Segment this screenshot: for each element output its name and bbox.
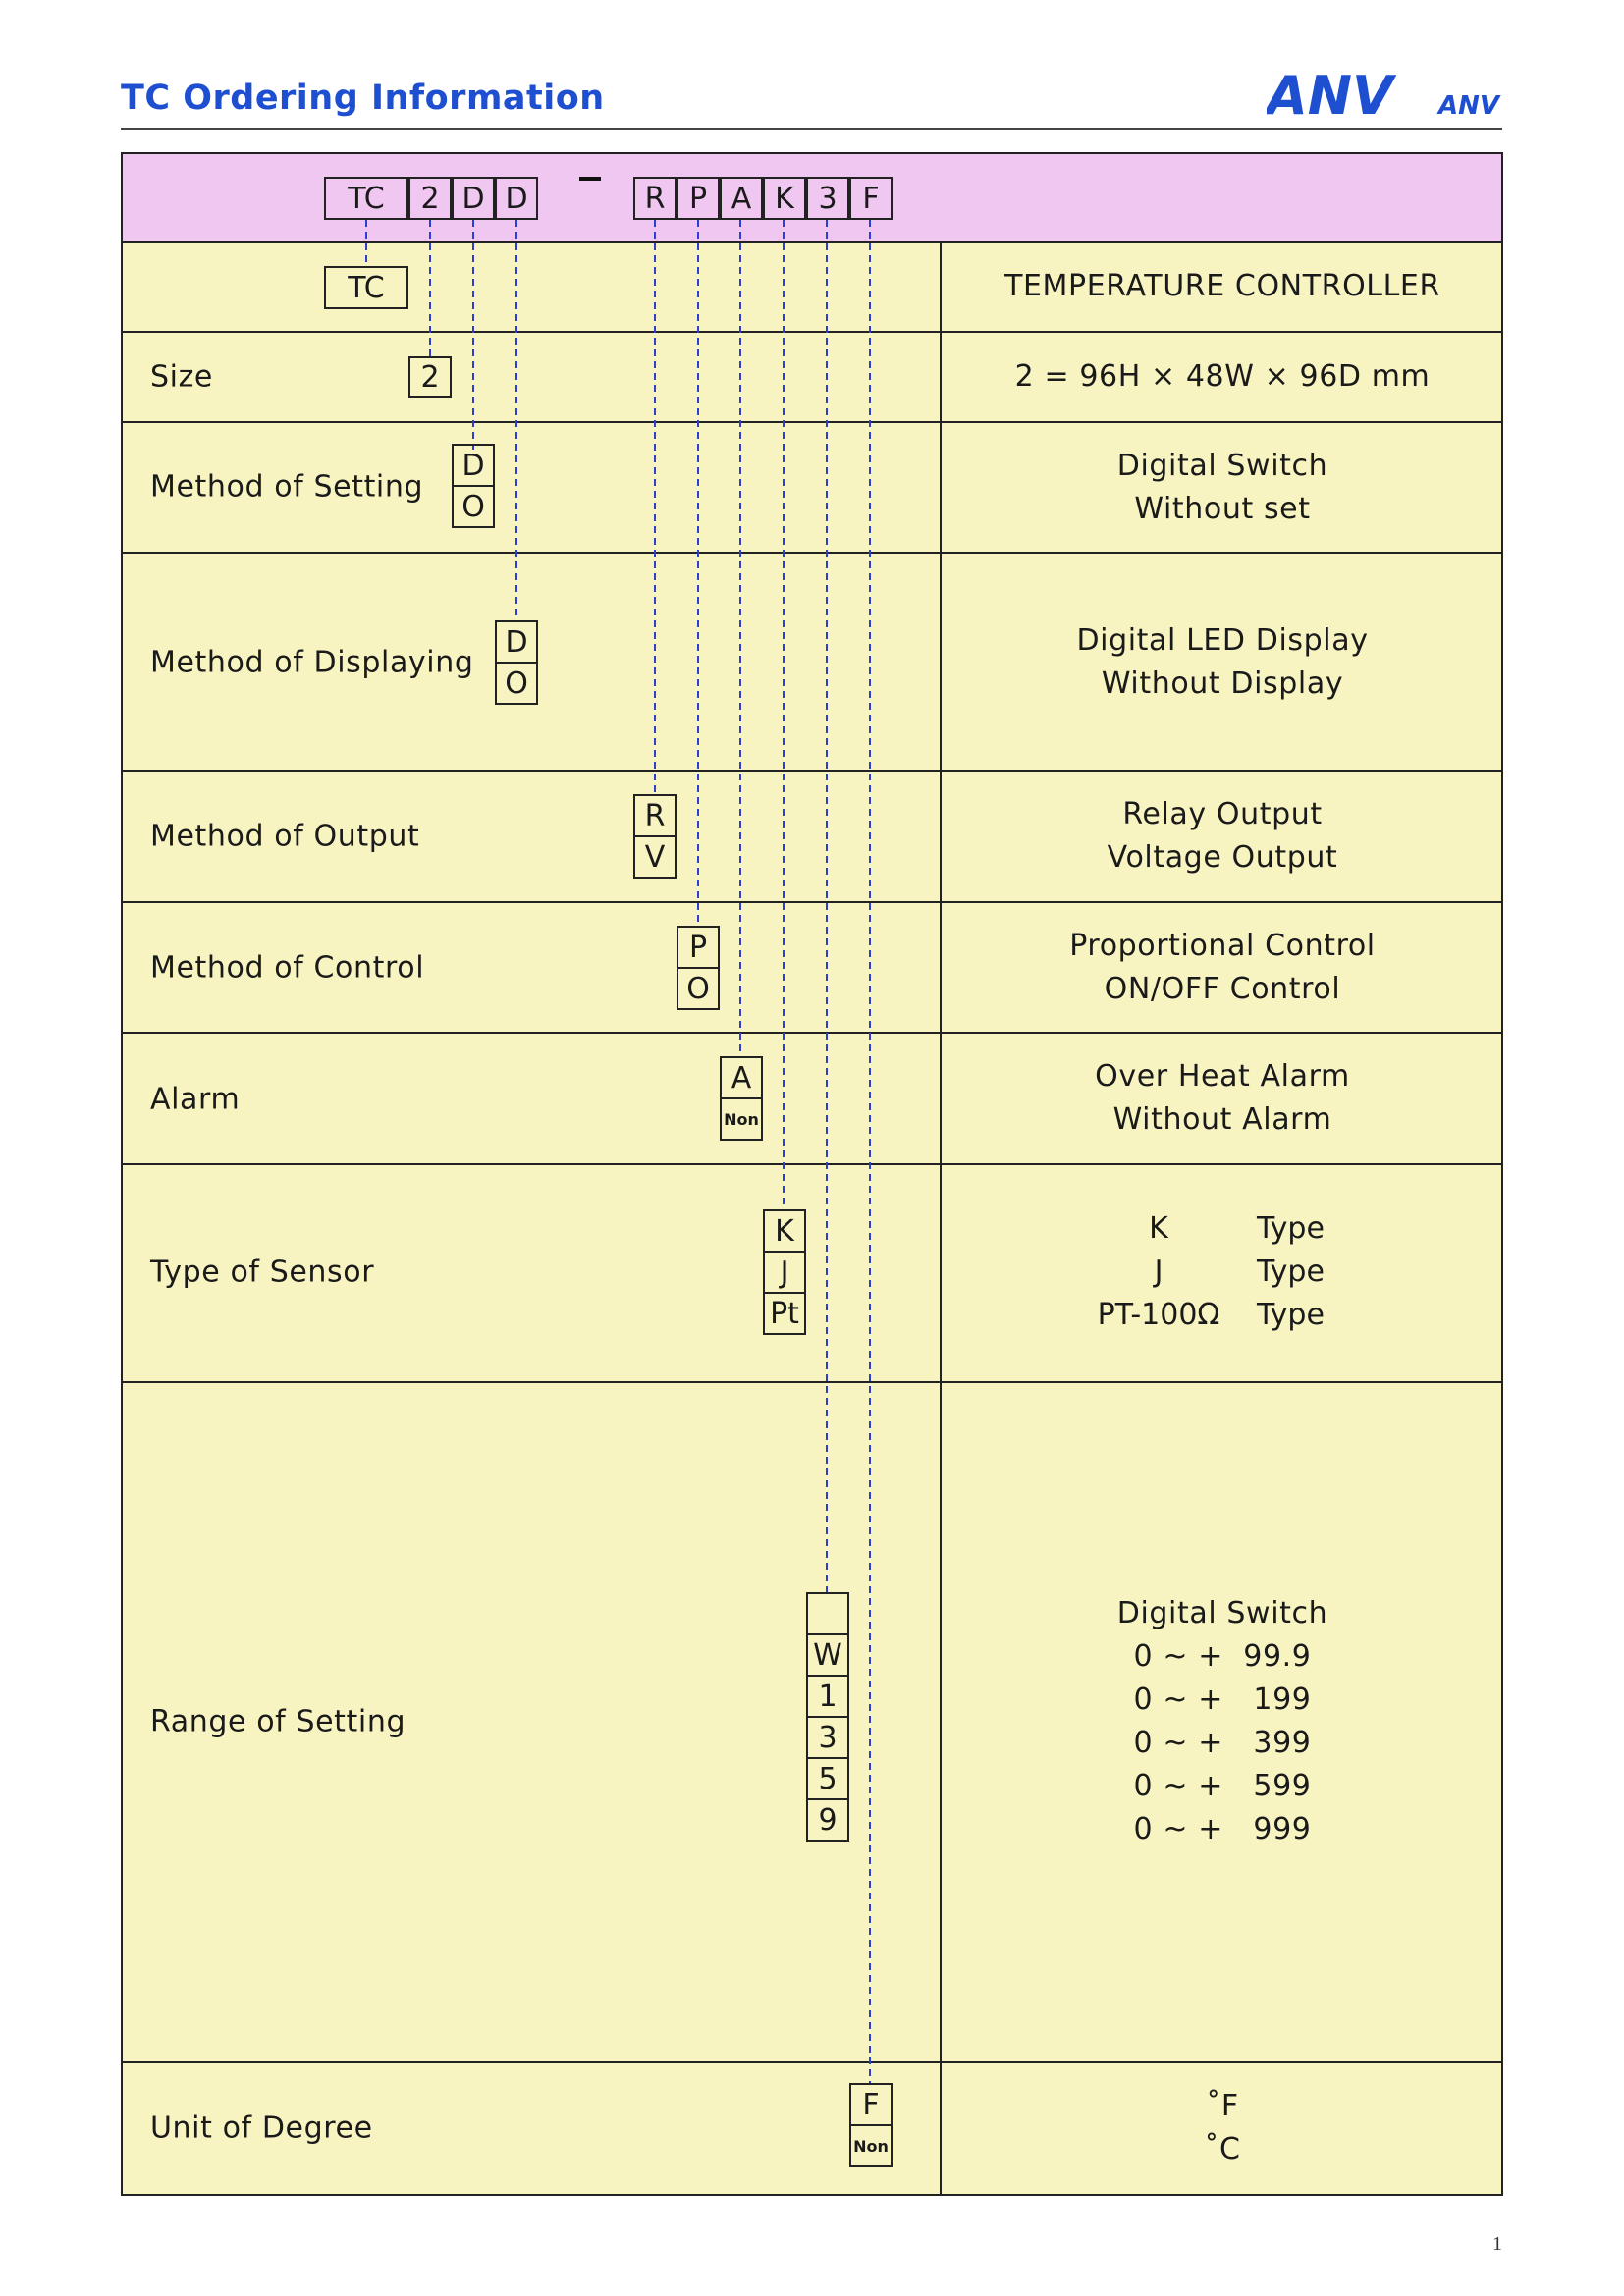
description-line: 2 = 96H × 48W × 96D mm bbox=[1014, 359, 1431, 394]
description-line: 0 ~ + 399 bbox=[1133, 1726, 1312, 1760]
page-number: 1 bbox=[1492, 2233, 1502, 2255]
row-description bbox=[943, 2085, 1502, 2171]
description-line: TEMPERATURE CONTROLLER bbox=[1004, 269, 1440, 303]
code-segment-size: 2 bbox=[408, 177, 452, 220]
sensor-type: Type bbox=[1257, 1298, 1325, 1332]
row-label-control: Method of Control bbox=[150, 950, 425, 986]
row-description bbox=[943, 619, 1502, 706]
description-line: Without Display bbox=[1101, 667, 1344, 701]
code-segment-setting: D bbox=[452, 177, 495, 220]
option-box: O bbox=[452, 485, 495, 528]
code-segment-tc: TC bbox=[324, 177, 408, 220]
option-box bbox=[806, 1592, 849, 1635]
page-title: TC Ordering Information bbox=[121, 79, 605, 118]
row-description bbox=[943, 265, 1502, 308]
row-label-sensor: Type of Sensor bbox=[150, 1255, 375, 1290]
code-segment-sensor: K bbox=[763, 177, 806, 220]
option-box: 1 bbox=[806, 1675, 849, 1718]
code-segment-range: 3 bbox=[806, 177, 849, 220]
option-box: P bbox=[677, 926, 720, 969]
option-box: J bbox=[763, 1251, 806, 1294]
row-label-setting: Method of Setting bbox=[150, 469, 424, 505]
description-line: Over Heat Alarm bbox=[1095, 1059, 1350, 1094]
option-box: W bbox=[806, 1633, 849, 1677]
row-label-size: Size bbox=[150, 359, 213, 395]
option-box: TC bbox=[324, 266, 408, 309]
option-box: V bbox=[633, 835, 677, 879]
sensor-line bbox=[1060, 1251, 1375, 1294]
sensor-description bbox=[1060, 1207, 1375, 1337]
option-box: 9 bbox=[806, 1798, 849, 1842]
sensor-code: K bbox=[1149, 1211, 1168, 1246]
row-label-displaying: Method of Displaying bbox=[150, 645, 474, 680]
description-line: ˚C bbox=[1204, 2132, 1241, 2166]
sensor-code: J bbox=[1154, 1255, 1164, 1289]
row-description bbox=[943, 1055, 1502, 1142]
sensor-line bbox=[1060, 1207, 1375, 1251]
option-box: Non bbox=[720, 1097, 763, 1141]
row-label-unit: Unit of Degree bbox=[150, 2110, 373, 2146]
row-description bbox=[943, 1592, 1502, 1851]
row-description bbox=[943, 355, 1502, 399]
description-line: 0 ~ + 99.9 bbox=[1133, 1639, 1312, 1674]
row-label-alarm: Alarm bbox=[150, 1082, 241, 1117]
description-line: ON/OFF Control bbox=[1104, 972, 1341, 1006]
option-box: D bbox=[495, 620, 538, 664]
option-box: 2 bbox=[408, 356, 452, 398]
option-box: 5 bbox=[806, 1757, 849, 1800]
description-line: Voltage Output bbox=[1107, 840, 1338, 875]
sensor-line bbox=[1060, 1294, 1375, 1337]
option-box: Pt bbox=[763, 1292, 806, 1335]
option-box: 3 bbox=[806, 1716, 849, 1759]
option-box: Non bbox=[849, 2124, 893, 2167]
description-line: Relay Output bbox=[1122, 797, 1323, 831]
description-line: Proportional Control bbox=[1069, 929, 1376, 963]
row-label-output: Method of Output bbox=[150, 819, 420, 854]
description-line: 0 ~ + 599 bbox=[1133, 1769, 1312, 1803]
logo-text: ANV bbox=[1267, 69, 1393, 120]
code-separator bbox=[579, 177, 601, 181]
row-description bbox=[943, 925, 1502, 1011]
description-line: 0 ~ + 199 bbox=[1133, 1682, 1312, 1717]
option-box: D bbox=[452, 444, 495, 487]
code-segment-output: R bbox=[633, 177, 677, 220]
code-segment-unit: F bbox=[849, 177, 893, 220]
code-segment-display: D bbox=[495, 177, 538, 220]
description-line: Without set bbox=[1134, 492, 1311, 526]
row-description bbox=[943, 793, 1502, 880]
code-segment-control: P bbox=[677, 177, 720, 220]
option-box: O bbox=[495, 662, 538, 705]
sensor-code: PT-100Ω bbox=[1097, 1298, 1220, 1332]
option-box: F bbox=[849, 2083, 893, 2126]
option-box: A bbox=[720, 1056, 763, 1099]
sensor-type: Type bbox=[1257, 1255, 1325, 1289]
code-segment-alarm: A bbox=[720, 177, 763, 220]
description-line: Without Alarm bbox=[1112, 1102, 1332, 1137]
row-description bbox=[943, 445, 1502, 531]
logo-small-text: ANV bbox=[1438, 91, 1500, 120]
row-label-range: Range of Setting bbox=[150, 1704, 406, 1739]
description-line: Digital Switch bbox=[1116, 1596, 1328, 1630]
description-line: 0 ~ + 999 bbox=[1133, 1812, 1312, 1846]
option-box: R bbox=[633, 794, 677, 837]
description-line: Digital Switch bbox=[1116, 449, 1328, 483]
option-box: O bbox=[677, 967, 720, 1010]
description-line: Digital LED Display bbox=[1076, 623, 1369, 658]
option-box: K bbox=[763, 1209, 806, 1253]
sensor-type: Type bbox=[1257, 1211, 1325, 1246]
description-line: ˚F bbox=[1206, 2089, 1239, 2123]
